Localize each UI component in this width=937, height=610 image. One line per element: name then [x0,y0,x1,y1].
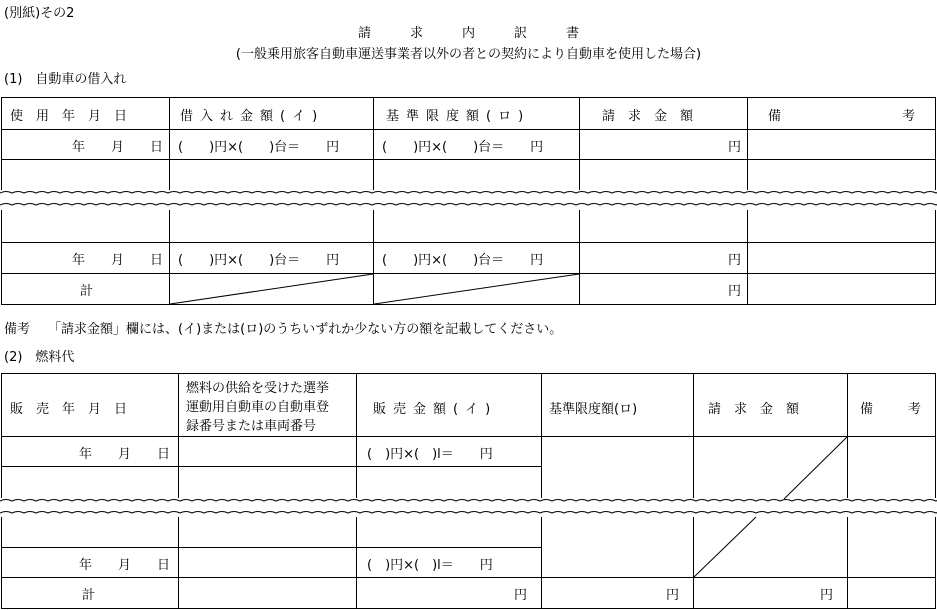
row3-rental-cell [169,210,374,243]
row1-rental-cell [169,129,374,160]
row4-limit-formula: ( )円×( )台＝ 円 [382,253,544,268]
note-text: 「請求金額」欄には、(イ)または(ロ)のうちいずれか少ない方の額を記載してください。 [48,322,563,337]
fuel-row4-date: 年 月 日 [78,558,170,573]
fuel-total-vehicle-cell [178,577,357,609]
row1-limit-cell [373,129,580,160]
fuel-header-vehicle-l2: 運動用自動車の自動車登 [186,400,330,415]
fuel-row1-sale-cell [356,436,542,467]
fuel-row4-sale-cell [356,547,542,578]
fuel-header-remarks-cell [847,373,936,437]
total-label: 計 [80,284,94,299]
document-title: 請 求 内 訳 書 [357,26,579,41]
fuel-total-limit-cell [541,577,694,609]
fuel-upper-claim-cell [693,436,848,498]
fuel-header-sale: 販売金額(イ) [373,402,498,417]
total-label-cell [1,273,170,305]
row1-claim-cell [579,129,748,160]
row4-claim-yen: 円 [727,253,741,268]
fuel-header-date-cell [1,373,179,437]
total-limit-slash [374,274,579,304]
row3-remarks-cell [747,210,936,243]
fuel-total-sale-cell [356,577,542,609]
fuel-row4-formula: ( )円×( )l＝ 円 [367,558,493,573]
row4-remarks-cell [747,242,936,274]
fuel-lower-remarks-cell [847,517,936,578]
header-date-label: 使 用 年 月 日 [10,109,128,124]
header-remarks-b: 考 [901,109,915,124]
row1-remarks-cell [747,129,936,160]
fuel-total-claim-yen: 円 [819,588,833,603]
fuel-row1-formula: ( )円×( )l＝ 円 [367,447,493,462]
total-limit-cell [373,273,580,305]
header-cell-rental [169,97,374,130]
fuel-row3-date-cell [1,517,179,548]
row4-rental-formula: ( )円×( )台＝ 円 [178,253,340,268]
fuel-lower-claim-cell [693,517,848,578]
fuel-header-sale-cell [356,373,542,437]
row1-claim-yen: 円 [727,140,741,155]
fuel-upper-limit-cell [541,436,694,498]
row1-limit-formula: ( )円×( )台＝ 円 [382,140,544,155]
header-limit-label: 基準限度額(ロ) [386,109,531,124]
fuel-row3-vehicle-cell [178,517,357,548]
fuel-header-limit-cell [541,373,694,437]
attachment-label: (別紙)その2 [4,6,75,21]
header-remarks-a: 備 [768,109,782,124]
fuel-upper-remarks-cell [847,436,936,498]
document-subtitle: (一般乗用旅客自動車運送事業者以外の者との契約により自動車を使用した場合) [235,47,702,62]
header-cell-date [1,97,170,130]
header-cell-claim [579,97,748,130]
fuel-total-limit-yen: 円 [665,588,679,603]
header-cell-limit [373,97,580,130]
fuel-header-claim-cell [693,373,848,437]
fuel-row1-vehicle-cell [178,436,357,467]
fuel-row4-date-cell [1,547,179,578]
row4-date: 年 月 日 [71,253,163,268]
header-rental-label: 借入れ金額(イ) [180,109,325,124]
total-claim-yen: 円 [727,284,741,299]
fuel-total-claim-cell [693,577,848,609]
fuel-total-sale-yen: 円 [513,588,527,603]
row1-rental-formula: ( )円×( )台＝ 円 [178,140,340,155]
row1-date: 年 月 日 [71,140,163,155]
fuel-header-remarks-b: 考 [907,402,921,417]
fuel-header-vehicle-l3: 録番号または車両番号 [186,419,317,434]
header-cell-remarks [747,97,936,130]
fuel-row3-sale-cell [356,517,542,548]
fuel-header-remarks-a: 備 [860,402,874,417]
section1-heading: (1) 自動車の借入れ [4,72,127,87]
fuel-upper-claim-slash [694,437,847,499]
total-rental-cell [169,273,374,305]
row3-date-cell [1,210,170,243]
note-label: 備考 [4,322,31,337]
fuel-header-vehicle-l1: 燃料の供給を受けた選挙 [186,381,330,396]
fuel-total-label: 計 [82,588,96,603]
fuel-header-vehicle-cell [178,373,357,437]
row3-limit-cell [373,210,580,243]
fuel-lower-claim-slash [694,517,847,577]
fuel-total-label-cell [1,577,179,609]
fuel-row1-date: 年 月 日 [78,447,170,462]
total-claim-cell [579,273,748,305]
row4-claim-cell [579,242,748,274]
header-claim-label: 請 求 金 額 [602,109,694,124]
fuel-row1-date-cell [1,436,179,467]
total-remarks-cell [747,273,936,305]
fuel-header-claim: 請 求 金 額 [708,402,800,417]
row3-claim-cell [579,210,748,243]
row4-limit-cell [373,242,580,274]
fuel-lower-limit-cell [541,517,694,578]
section2-heading: (2) 燃料代 [4,350,75,365]
row4-date-cell [1,242,170,274]
row1-date-cell [1,129,170,160]
total-rental-slash [170,274,373,304]
fuel-row4-vehicle-cell [178,547,357,578]
fuel-header-date: 販 売 年 月 日 [10,402,128,417]
fuel-total-remarks-cell [847,577,936,609]
fuel-header-limit: 基準限度額(ロ) [549,402,638,417]
row4-rental-cell [169,242,374,274]
